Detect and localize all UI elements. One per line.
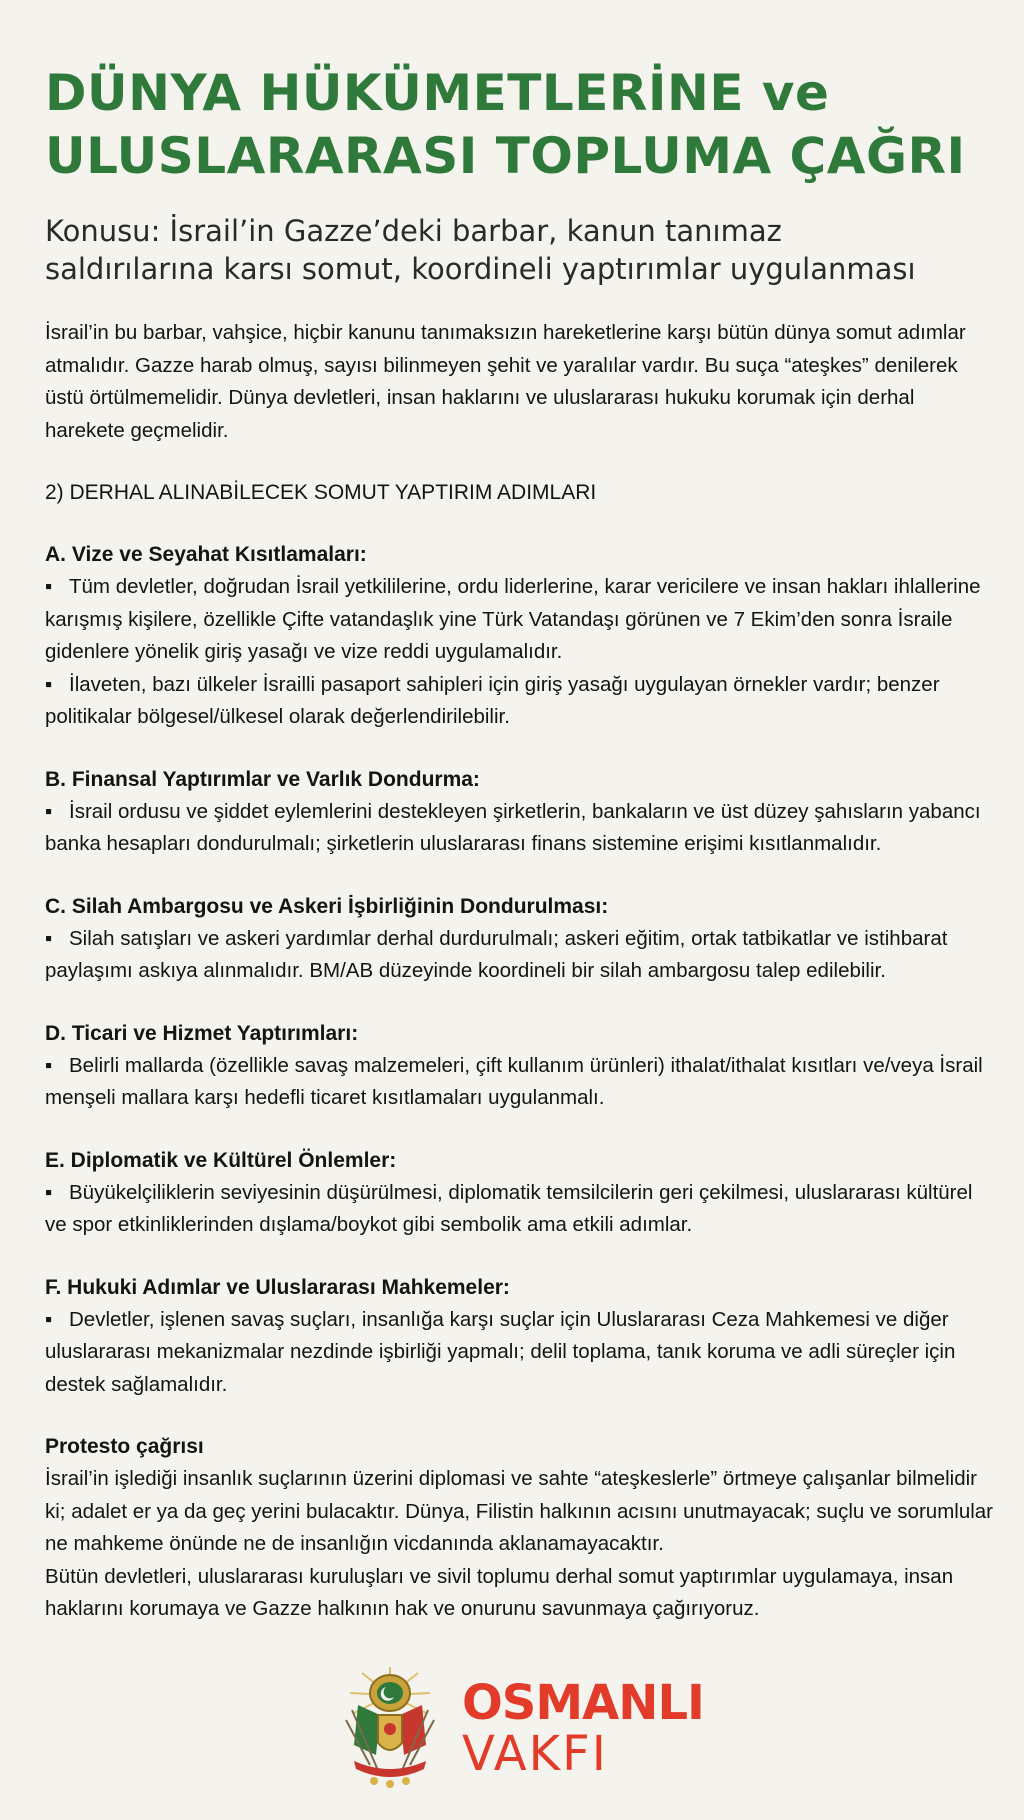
- section-e: [45, 1145, 995, 1242]
- bullet-marker: ▪: [45, 926, 53, 950]
- protest-paragraph-2: Bütün devletleri, uluslararası kuruluşları ve sivil toplumu derhal somut yaptırımlar uygulamaya, insan haklarını korumaya ve Gazze halkının hak ve onurunu savunmaya çağırıyoruz.: [45, 1564, 954, 1620]
- section-bullet: [45, 1304, 995, 1402]
- subject-line-1: Konusu: İsrail’in Gazze’deki barbar, kanun tanımaz: [45, 214, 782, 248]
- bullet-text: Büyükelçiliklerin seviyesinin düşürülmesi, diplomatik temsilcilerin geri çekilmesi, uluslararası kültürel ve spor etkinliklerinden dışlama/boykot gibi sembolik ama etkili adımlar.: [45, 1180, 973, 1236]
- page-title: [45, 62, 995, 188]
- osmanli-vakfi-logo: [340, 1665, 704, 1790]
- bullet-text: Silah satışları ve askeri yardımlar derhal durdurulmalı; askeri eğitim, ortak tatbikatlar ve istihbarat paylaşımı askıya alınmalıdır. BM/AB düzeyinde koordineli bir silah ambargosu talep edilebilir.: [45, 926, 948, 982]
- bullet-marker: ▪: [45, 1053, 53, 1077]
- document-page: [45, 62, 995, 1626]
- section-b: [45, 764, 995, 861]
- ottoman-coat-of-arms-icon: [340, 1665, 440, 1790]
- section-d: [45, 1018, 995, 1115]
- section-title: A. Vize ve Seyahat Kısıtlamaları:: [45, 543, 367, 566]
- section-bullet: [45, 1050, 995, 1115]
- bullet-marker: ▪: [45, 799, 53, 823]
- section-a: [45, 539, 995, 734]
- section-c: [45, 891, 995, 988]
- brand-text: [462, 1674, 704, 1782]
- bullet-text: İlaveten, bazı ülkeler İsrailli pasaport sahipleri için giriş yasağı uygulayan örnekler vardır; benzer politikalar bölgesel/ülkesel olarak değerlendirilebilir.: [45, 672, 940, 728]
- subject-line-2: saldırılarına karsı somut, koordineli yaptırımlar uygulanması: [45, 252, 916, 286]
- bullet-marker: ▪: [45, 672, 53, 696]
- protest-paragraph-1: İsrail’in işlediği insanlık suçlarının üzerini diplomasi ve sahte “ateşkeslerle” örtmeye çalışanlar bilmelidir ki; adalet er ya da geç yerini bulacaktır. Dünya, Filistin halkının acısını unutmayacak; suçlu ve sorumlular ne mahkeme önünde ne de insanlığın vicdanında aklanamayacaktır.: [45, 1467, 994, 1555]
- section-title: E. Diplomatik ve Kültürel Önlemler:: [45, 1148, 397, 1172]
- bullet-text: Tüm devletler, doğrudan İsrail yetkililerine, ordu liderlerine, karar vericilere ve insan hakları ihlallerine karışmış kişilere, özellikle Çifte vatandaşlık yine Türk Vatandaşı görünen ve 7 Ekim’den sonra İsraile gidenlere yönelik giriş yasağı ve vize reddi uygulamalıdır.: [45, 575, 981, 663]
- steps-heading: 2) DERHAL ALINABİLECEK SOMUT YAPTIRIM ADIMLARI: [45, 481, 597, 504]
- section-f: [45, 1272, 995, 1402]
- subject-heading: [45, 212, 995, 288]
- protest-section: [45, 1431, 995, 1626]
- section-title: C. Silah Ambargosu ve Askeri İşbirliğinin Dondurulması:: [45, 894, 609, 918]
- section-title: B. Finansal Yaptırımlar ve Varlık Dondurma:: [45, 767, 480, 791]
- title-line-2: ULUSLARARASI TOPLUMA ÇAĞRI: [45, 127, 966, 185]
- bullet-text: Devletler, işlenen savaş suçları, insanlığa karşı suçlar için Uluslararası Ceza Mahkemesi ve diğer uluslararası mekanizmalar nezdinde işbirliği yapmalı; delil toplama, tanık koruma ve adli süreçler için destek sağlamalıdır.: [45, 1307, 956, 1396]
- bullet-marker: ▪: [45, 1307, 53, 1331]
- bullet-text: İsrail ordusu ve şiddet eylemlerini destekleyen şirketlerin, bankaların ve üst düzey şahısların yabancı banka hesapları dondurulmalı; şirketlerin uluslararası finans sistemine erişimi kısıtlanmalıdır.: [45, 799, 981, 855]
- brand-line-2: VAKFI: [462, 1725, 608, 1782]
- section-bullet: [45, 1177, 995, 1242]
- brand-line-1: OSMANLI: [462, 1674, 704, 1731]
- section-bullet: [45, 571, 995, 669]
- intro-paragraph: İsrail’in bu barbar, vahşice, hiçbir kanunu tanımaksızın hareketlerine karşı bütün dünya somut adımlar atmalıdır. Gazze harab olmuş, sayısı bilinmeyen şehit ve yaralılar vardır. Bu suça “ateşkes” denilerek üstü örtülmemelidir. Dünya devletleri, insan haklarını ve uluslararası hukuku korumak için derhal harekete geçmelidir.: [45, 321, 966, 442]
- bullet-marker: ▪: [45, 575, 53, 598]
- protest-title: Protesto çağrısı: [45, 1435, 204, 1458]
- bullet-marker: ▪: [45, 1180, 53, 1204]
- section-bullet: [45, 923, 995, 988]
- section-bullet: [45, 796, 995, 861]
- bullet-text: Belirli mallarda (özellikle savaş malzemeleri, çift kullanım ürünleri) ithalat/ithalat kısıtları ve/veya İsrail menşeli mallara karşı hedefli ticaret kısıtlamaları uygulanmalı.: [45, 1053, 983, 1109]
- title-line-1: DÜNYA HÜKÜMETLERİNE ve: [45, 64, 830, 122]
- section-bullet: [45, 669, 995, 734]
- section-title: F. Hukuki Adımlar ve Uluslararası Mahkemeler:: [45, 1275, 510, 1299]
- section-title: D. Ticari ve Hizmet Yaptırımları:: [45, 1021, 359, 1045]
